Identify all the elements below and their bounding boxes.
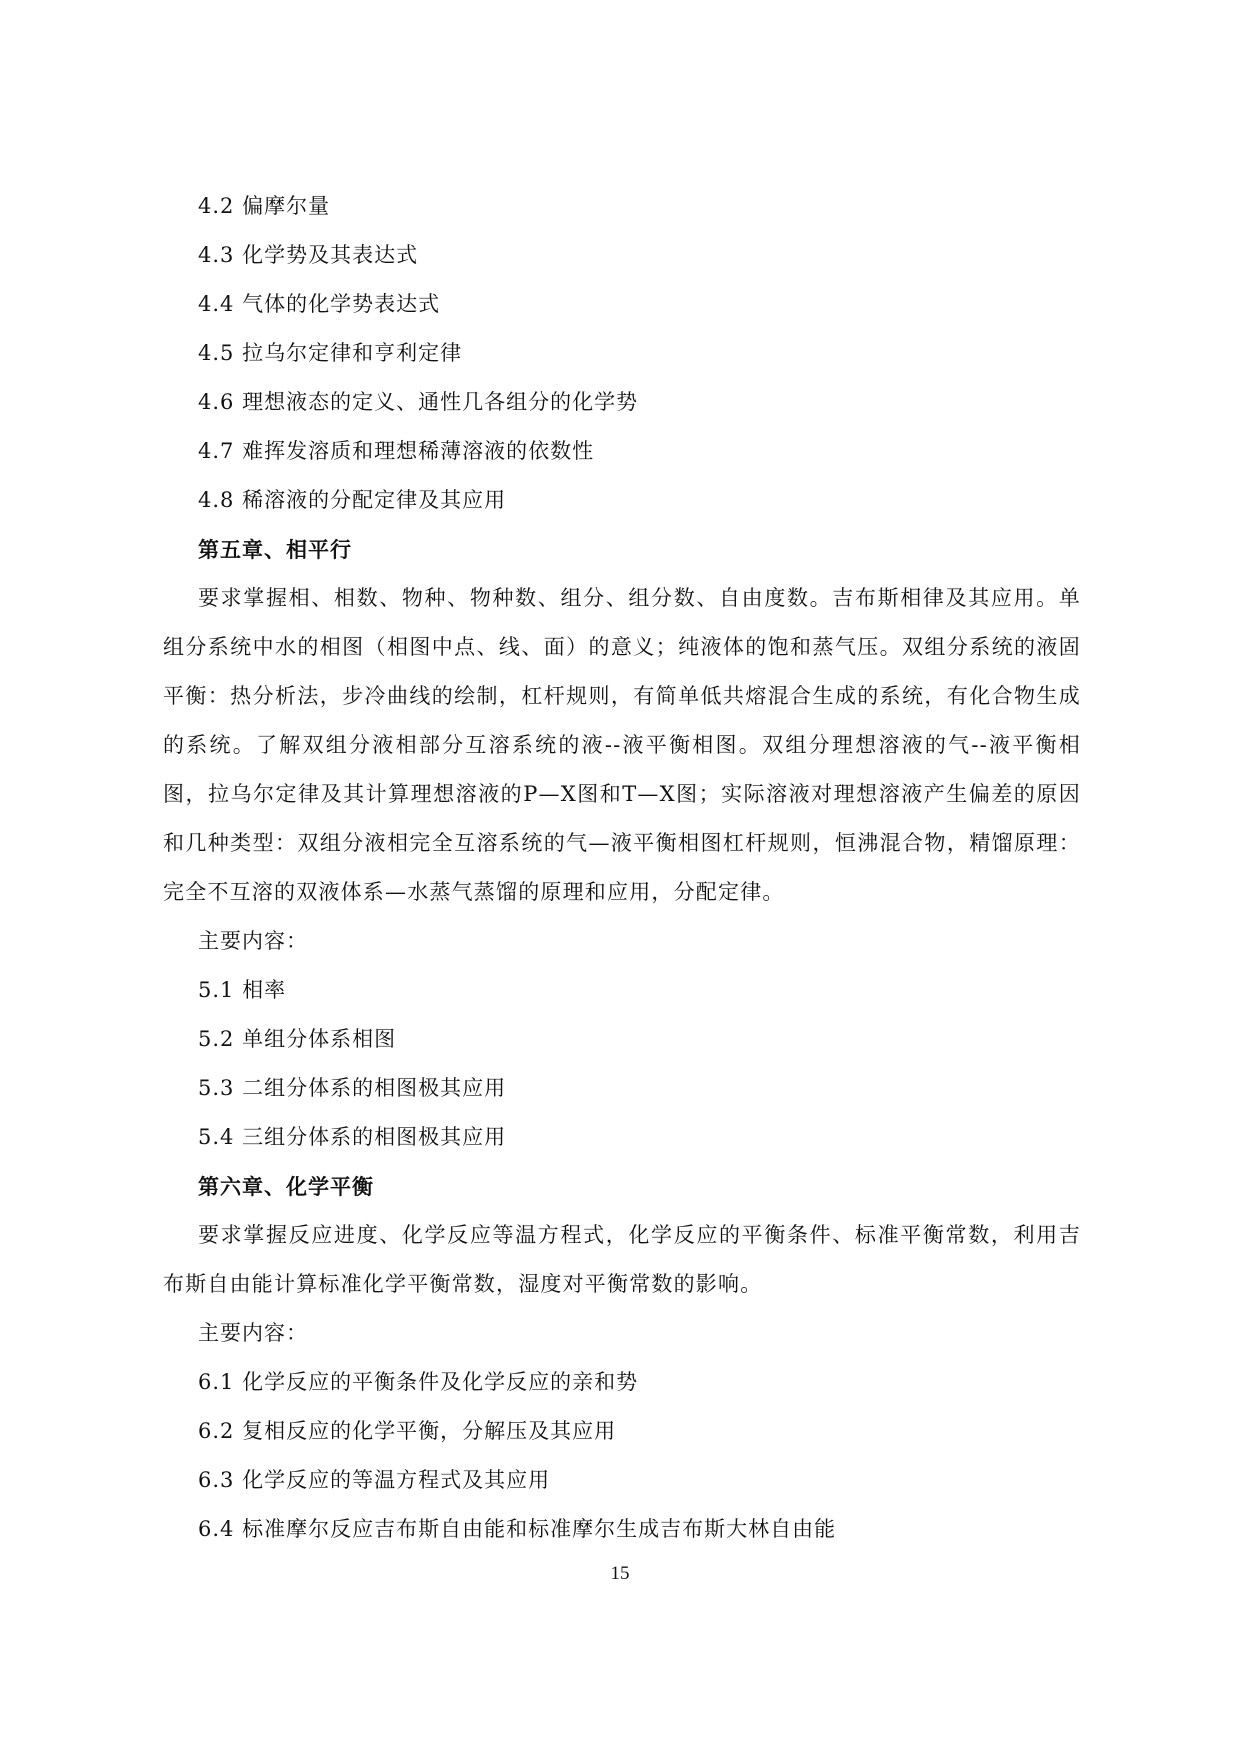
list-item-4-7: 4.7 难挥发溶质和理想稀薄溶液的依数性 xyxy=(198,439,595,463)
list-item-5-4: 5.4 三组分体系的相图极其应用 xyxy=(198,1125,507,1149)
chapter-5-content-label: 主要内容： xyxy=(198,929,308,953)
list-item-5-1: 5.1 相率 xyxy=(198,978,287,1002)
list-item-5-3: 5.3 二组分体系的相图极其应用 xyxy=(198,1076,507,1100)
page-number: 15 xyxy=(610,1563,630,1584)
chapter-5-requirement: 要求掌握相、相数、物种、物种数、组分、组分数、自由度数。吉布斯相律及其应用。单组分系统中水的相图（相图中点、线、面）的意义；纯液体的饱和蒸气压。双组分系统的液固平衡：热分析法，步冷曲线的绘制，杠杆规则，有简单低共熔混合生成的系统，有化合物生成的系统。了解双组分液相部分互溶系统的液--液平衡相图。双组分理想溶液的气--液平衡相图，拉乌尔定律及其计算理想溶液的P—X图和T—X图；实际溶液对理想溶液产生偏差的原因和几种类型：双组分液相完全互溶系统的气—液平衡相图杠杆规则，恒沸混合物，精馏原理：完全不互溶的双液体系—水蒸气蒸馏的原理和应用，分配定律。 xyxy=(163,586,1081,904)
chapter-6-content-label: 主要内容： xyxy=(198,1321,308,1345)
page-content xyxy=(163,182,1081,1554)
list-item-4-3: 4.3 化学势及其表达式 xyxy=(198,243,419,267)
list-item-4-6: 4.6 理想液态的定义、通性几各组分的化学势 xyxy=(198,390,639,414)
list-item-6-3: 6.3 化学反应的等温方程式及其应用 xyxy=(198,1468,551,1492)
list-item-4-8: 4.8 稀溶液的分配定律及其应用 xyxy=(198,488,507,512)
chapter-5-title: 第五章、相平行 xyxy=(198,537,352,562)
list-item-4-4: 4.4 气体的化学势表达式 xyxy=(198,292,441,316)
list-item-4-2: 4.2 偏摩尔量 xyxy=(198,194,331,218)
list-item-6-2: 6.2 复相反应的化学平衡，分解压及其应用 xyxy=(198,1419,617,1443)
list-item-5-2: 5.2 单组分体系相图 xyxy=(198,1027,397,1051)
list-item-6-4: 6.4 标准摩尔反应吉布斯自由能和标准摩尔生成吉布斯大林自由能 xyxy=(198,1517,837,1541)
chapter-6-requirement: 要求掌握反应进度、化学反应等温方程式，化学反应的平衡条件、标准平衡常数，利用吉布斯自由能计算标准化学平衡常数，湿度对平衡常数的影响。 xyxy=(163,1223,1081,1296)
chapter-6-title: 第六章、化学平衡 xyxy=(198,1174,374,1199)
list-item-6-1: 6.1 化学反应的平衡条件及化学反应的亲和势 xyxy=(198,1370,639,1394)
list-item-4-5: 4.5 拉乌尔定律和亨利定律 xyxy=(198,341,463,365)
